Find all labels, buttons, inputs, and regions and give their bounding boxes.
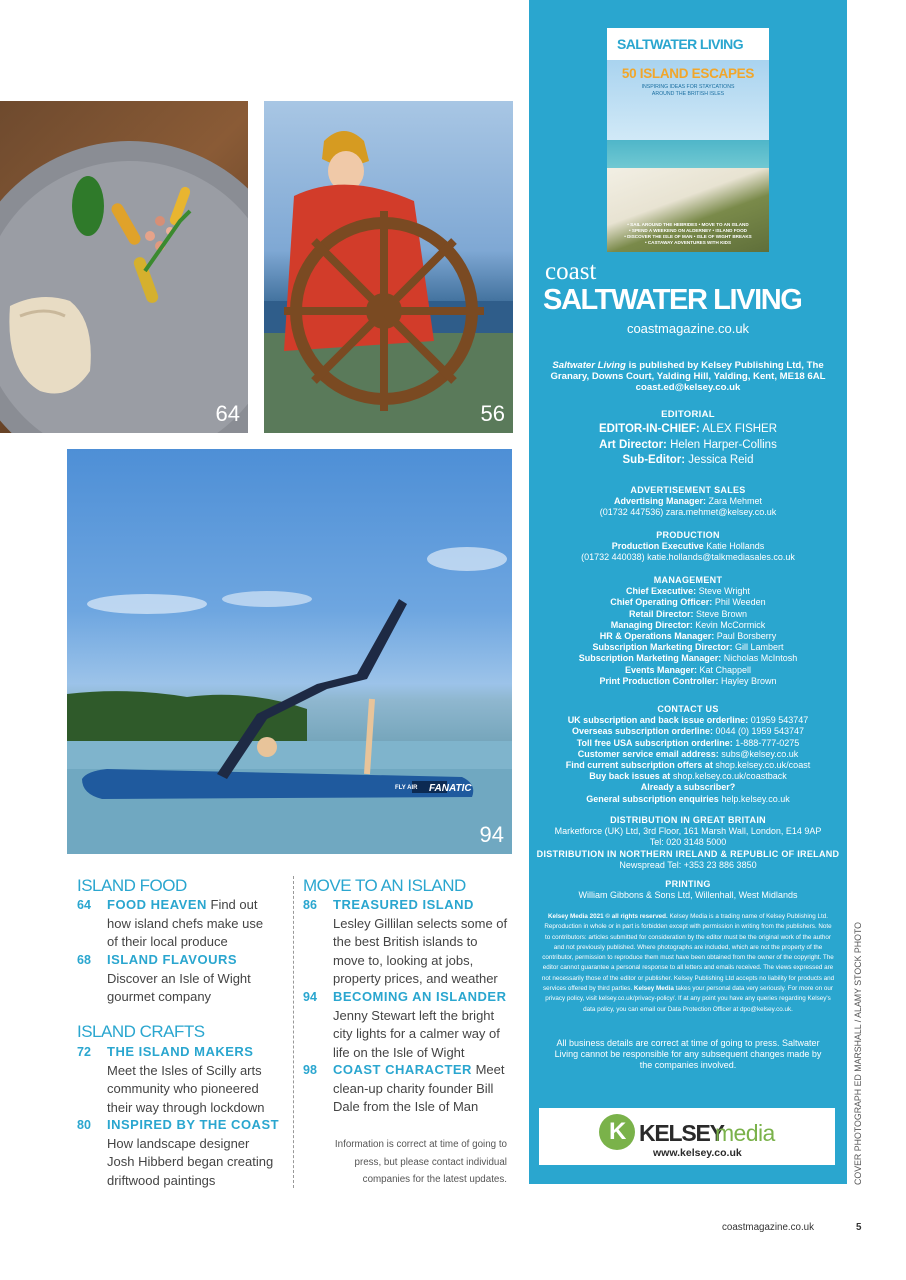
contents-note-line: companies for the latest updates. bbox=[362, 1174, 507, 1185]
contact-row bbox=[529, 782, 847, 793]
production-row bbox=[529, 541, 847, 552]
management-row bbox=[529, 586, 847, 597]
contact-label: Already a subscriber? bbox=[640, 782, 736, 793]
column-divider bbox=[293, 876, 294, 1188]
management-person: Hayley Brown bbox=[718, 675, 777, 686]
publisher-line-2: Granary, Downs Court, Yalding Hill, Yalding, Kent, ME18 6AL bbox=[550, 371, 826, 383]
kelsey-logo-letter: K bbox=[609, 1118, 627, 1145]
entry-title: TREASURED ISLAND bbox=[333, 897, 474, 912]
page-number-label: 94 bbox=[479, 822, 504, 847]
entry-desc: Find out bbox=[206, 897, 258, 912]
contact-value[interactable]: shop.kelsey.co.uk/coast bbox=[712, 760, 811, 771]
management-section bbox=[529, 575, 847, 687]
production-heading: PRODUCTION bbox=[656, 530, 720, 540]
entry-title: ISLAND FLAVOURS bbox=[107, 952, 238, 967]
ad-sales-contact: (01732 447536) zara.mehmet@kelsey.co.uk bbox=[599, 507, 777, 518]
contact-value[interactable]: subs@kelsey.co.uk bbox=[718, 748, 799, 759]
entry-desc-line: Meet the Isles of Scilly arts bbox=[107, 1062, 262, 1078]
page-number: 98 bbox=[303, 1063, 317, 1077]
printing-line: William Gibbons & Sons Ltd, Willenhall, West Midlands bbox=[578, 890, 798, 901]
editorial-role: Sub-Editor: bbox=[622, 454, 686, 466]
kelsey-logo-box[interactable] bbox=[539, 1108, 835, 1165]
page-number-label: 56 bbox=[480, 401, 505, 426]
entry-desc: Meet bbox=[471, 1062, 505, 1077]
entry-desc-line: the best British islands to bbox=[333, 934, 478, 949]
legal-notice bbox=[529, 912, 847, 1015]
management-row bbox=[529, 631, 847, 642]
management-role: Managing Director: bbox=[610, 619, 693, 630]
footer-site[interactable]: coastmagazine.co.uk bbox=[722, 1222, 815, 1233]
editorial-person: ALEX FISHER bbox=[699, 423, 778, 435]
contents-note-line: press, but please contact individual bbox=[354, 1156, 507, 1168]
entry-title: BECOMING AN ISLANDER bbox=[333, 989, 507, 1004]
distribution-ireland-phone: Newspread Tel: +353 23 886 3850 bbox=[619, 859, 757, 870]
cover-bullet: • CASTAWAY ADVENTURES WITH KIDS bbox=[644, 240, 732, 245]
photo-credit: COVER PHOTOGRAPH ED MARSHALL / ALAMY STOCK PHOTO bbox=[853, 922, 863, 1185]
contents-entry[interactable] bbox=[333, 1061, 518, 1117]
contents-entry[interactable] bbox=[107, 1043, 287, 1117]
management-person: Paul Borsberry bbox=[714, 631, 777, 642]
entry-title: THE ISLAND MAKERS bbox=[107, 1044, 254, 1059]
cover-headline: 50 ISLAND ESCAPES bbox=[621, 66, 755, 81]
printing-heading: PRINTING bbox=[665, 879, 711, 889]
entry-desc-line: Lesley Gillilan selects some of bbox=[333, 915, 508, 931]
page-number-label: 64 bbox=[215, 401, 240, 426]
production-role: Production Executive bbox=[611, 541, 704, 552]
ad-sales-row bbox=[529, 496, 847, 507]
printing-section bbox=[529, 879, 847, 901]
contact-row bbox=[529, 738, 847, 749]
management-person: Steve Brown bbox=[693, 608, 748, 619]
contact-row bbox=[529, 726, 847, 737]
section-heading-move-to-an-island: MOVE TO AN ISLAND bbox=[303, 876, 466, 895]
distribution-section bbox=[529, 815, 847, 871]
entry-desc-line: life on the Isle of Wight bbox=[333, 1044, 465, 1060]
entry-desc-line: how island chefs make use bbox=[107, 915, 264, 931]
legal-lead: Kelsey Media 2021 © all rights reserved. bbox=[547, 913, 668, 920]
brand-title: SALTWATER LIVING bbox=[543, 284, 802, 316]
page-number: 86 bbox=[303, 898, 317, 912]
management-row bbox=[529, 653, 847, 664]
kelsey-logo-word: KELSEY bbox=[639, 1120, 724, 1146]
contact-value[interactable]: 1-888-777-0275 bbox=[732, 737, 800, 748]
sailor-illustration bbox=[264, 101, 513, 433]
editorial-role: Art Director: bbox=[599, 438, 667, 451]
management-role: Subscription Marketing Director: bbox=[592, 642, 733, 653]
cover-bullets bbox=[610, 222, 766, 246]
entry-title: COAST CHARACTER bbox=[333, 1062, 472, 1077]
management-person: Kevin McCormick bbox=[692, 619, 766, 630]
page-number: 80 bbox=[77, 1118, 91, 1132]
disclaimer: All business details are correct at time of going to press. Saltwater Living cannot be responsible for any subsequent changes made by the companies involved. bbox=[554, 1038, 822, 1070]
editorial-role: EDITOR-IN-CHIEF: bbox=[598, 423, 700, 435]
contact-label: Buy back issues at bbox=[589, 771, 671, 782]
contents-entry[interactable] bbox=[333, 896, 518, 989]
contact-label: UK subscription and back issue orderline: bbox=[567, 715, 749, 726]
food-photo bbox=[0, 101, 248, 433]
section-heading-island-food: ISLAND FOOD bbox=[77, 876, 187, 895]
contact-heading: CONTACT US bbox=[657, 704, 719, 714]
distribution-heading: DISTRIBUTION IN GREAT BRITAIN bbox=[610, 815, 766, 825]
legal-body: Kelsey Media is a trading name of Kelsey Publishing Ltd. Reproduction in whole or in part is forbidden except with permission in writing from the publishers. Note to contributors: articles submitted for consideration by the editor must be the original work of the author and not previously published. Where photographs are included, which are not the property of the contributor, permission to reproduce them must have been obtained from the owner of the copyright. The editor cannot guarantee a personal response to all letters and emails received. The views expressed are not necessarily those of the editor or publisher. Kelsey Publishing Ltd accepts no liability for products and services offered by third parties. bbox=[541, 913, 835, 993]
management-role: Subscription Marketing Manager: bbox=[578, 653, 722, 664]
management-role: HR & Operations Manager: bbox=[599, 631, 715, 642]
brand-small: coast bbox=[545, 258, 597, 285]
cover-subhead-2: AROUND THE BRITISH ISLES bbox=[651, 91, 725, 97]
contact-label: Overseas subscription orderline: bbox=[571, 726, 713, 737]
management-person: Steve Wright bbox=[696, 586, 750, 597]
entry-desc-line: property prices, and weather bbox=[333, 971, 498, 986]
entry-desc-line: clean-up charity founder Bill bbox=[333, 1080, 494, 1096]
kelsey-url[interactable]: www.kelsey.co.uk bbox=[653, 1147, 742, 1159]
entry-desc-line: Discover an Isle of Wight bbox=[107, 970, 251, 986]
production-person: Katie Hollands bbox=[703, 541, 765, 552]
contents-note bbox=[300, 1136, 507, 1189]
management-row bbox=[529, 609, 847, 620]
cover-subhead-1: INSPIRING IDEAS FOR STAYCATIONS bbox=[641, 84, 735, 90]
editorial-row bbox=[529, 438, 847, 454]
editorial-heading: EDITORIAL bbox=[661, 409, 715, 420]
contents-entry[interactable] bbox=[107, 951, 287, 1007]
entry-desc-line: their way through lockdown bbox=[107, 1099, 265, 1115]
management-role: Events Manager: bbox=[624, 664, 697, 675]
legal-body-2: takes your personal data very seriously. For more on our privacy policy, visit kelsey.co.uk/privacy-policy/. If at any point you have any queries regarding Kelsey's data policy, you can email our Data Protection Officer at dpo@kelsey.co.uk. bbox=[545, 985, 833, 1013]
editorial-person: Jessica Reid bbox=[685, 454, 754, 466]
contact-value[interactable]: 01959 543747 bbox=[748, 715, 809, 726]
page-number: 68 bbox=[77, 953, 91, 967]
distribution-address: Marketforce (UK) Ltd, 3rd Floor, 161 Marsh Wall, London, E14 9AP bbox=[554, 826, 822, 837]
management-person: Phil Weeden bbox=[712, 597, 766, 608]
production-contact: (01732 440038) katie.hollands@talkmediasales.co.uk bbox=[581, 552, 795, 563]
page-number: 64 bbox=[77, 898, 91, 912]
distribution-heading-ireland: DISTRIBUTION IN NORTHERN IRELAND & REPUBLIC OF IRELAND bbox=[536, 848, 840, 859]
management-role: Chief Executive: bbox=[626, 586, 697, 597]
contact-label: Find current subscription offers at bbox=[565, 760, 713, 771]
publisher-em: Saltwater Living bbox=[552, 360, 626, 371]
publisher-info bbox=[529, 360, 847, 394]
management-row bbox=[529, 676, 847, 687]
management-person: Kat Chappell bbox=[696, 664, 752, 675]
contact-row bbox=[529, 771, 847, 782]
entry-desc-line: Dale from the Isle of Man bbox=[333, 1099, 479, 1114]
food-illustration bbox=[0, 101, 248, 433]
editorial-person: Helen Harper-Collins bbox=[666, 438, 777, 451]
contact-section bbox=[529, 704, 847, 805]
board-model-label: FLY AIR bbox=[395, 785, 418, 791]
contents-note-line: Information is correct at time of going to bbox=[334, 1139, 507, 1150]
distribution-phone: Tel: 020 3148 5000 bbox=[649, 837, 727, 848]
contact-label: General subscription enquiries bbox=[586, 793, 719, 804]
ad-sales-person: Zara Mehmet bbox=[706, 496, 763, 507]
legal-bold: Kelsey Media bbox=[633, 985, 674, 993]
contact-row bbox=[529, 715, 847, 726]
editorial-row bbox=[529, 422, 847, 438]
footer-page-number: 5 bbox=[856, 1222, 862, 1233]
management-role: Retail Director: bbox=[628, 608, 694, 619]
entry-desc-line: community who pioneered bbox=[107, 1081, 259, 1096]
ad-sales-section bbox=[529, 485, 847, 519]
contact-row bbox=[529, 760, 847, 771]
contents-entry[interactable] bbox=[333, 988, 518, 1062]
yoga-photo bbox=[67, 449, 512, 854]
contact-row bbox=[529, 794, 847, 805]
cover-masthead: SALTWATER LIVING bbox=[617, 36, 743, 52]
management-row bbox=[529, 665, 847, 676]
ad-sales-heading: ADVERTISEMENT SALES bbox=[630, 485, 746, 495]
board-brand-label: FANATIC bbox=[429, 783, 472, 794]
management-row bbox=[529, 642, 847, 653]
contact-label: Customer service email address: bbox=[577, 748, 719, 759]
cover-bullet: • DISCOVER THE ISLE OF MAN • ISLE OF WIGHT BREAKS bbox=[624, 234, 752, 239]
entry-desc-line: gourmet company bbox=[107, 989, 212, 1004]
contents-entry[interactable] bbox=[107, 896, 287, 952]
management-role: Print Production Controller: bbox=[599, 675, 719, 686]
masthead-sidebar bbox=[529, 0, 847, 1184]
editorial-section bbox=[529, 409, 847, 469]
management-row bbox=[529, 597, 847, 608]
management-heading: MANAGEMENT bbox=[653, 575, 723, 585]
entry-desc-line: of their local produce bbox=[107, 934, 228, 949]
kelsey-logo-word-media: media bbox=[715, 1120, 775, 1146]
entry-desc-line: Josh Hibberd began creating bbox=[107, 1154, 274, 1169]
entry-desc-line: city lights for a calmer way of bbox=[333, 1026, 500, 1041]
page-number: 94 bbox=[303, 990, 317, 1004]
management-role: Chief Operating Officer: bbox=[610, 597, 713, 608]
entry-desc-line: driftwood paintings bbox=[107, 1172, 216, 1188]
cover-bullet: • SAIL AROUND THE HEBRIDES • MOVE TO AN ISLAND bbox=[627, 222, 749, 227]
entry-desc-line: How landscape designer bbox=[107, 1135, 250, 1151]
contact-row bbox=[529, 749, 847, 760]
ad-sales-role: Advertising Manager: bbox=[613, 496, 706, 507]
contact-value[interactable]: 0044 (0) 1959 543747 bbox=[712, 726, 805, 737]
editorial-row bbox=[529, 453, 847, 469]
publisher-email[interactable]: coast.ed@kelsey.co.uk bbox=[635, 382, 741, 394]
contact-value[interactable]: shop.kelsey.co.uk/coastback bbox=[670, 771, 787, 782]
section-heading-island-crafts: ISLAND CRAFTS bbox=[77, 1022, 205, 1041]
page-number: 72 bbox=[77, 1045, 91, 1059]
entry-desc-line: Jenny Stewart left the bright bbox=[333, 1007, 495, 1023]
management-person: Nicholas McIntosh bbox=[721, 653, 798, 664]
production-section bbox=[529, 530, 847, 564]
website-link[interactable]: coastmagazine.co.uk bbox=[626, 321, 750, 336]
sailor-photo bbox=[264, 101, 513, 433]
cover-bullet: • SPEND A WEEKEND ON ALDERNEY • ISLAND FOOD bbox=[629, 228, 747, 233]
management-person: Gill Lambert bbox=[732, 642, 784, 653]
publisher-line-1: is published by Kelsey Publishing Ltd, The bbox=[625, 360, 824, 371]
entry-title: FOOD HEAVEN bbox=[107, 897, 207, 912]
management-row bbox=[529, 620, 847, 631]
contact-value[interactable]: help.kelsey.co.uk bbox=[718, 793, 790, 804]
entry-title: INSPIRED BY THE COAST bbox=[107, 1117, 280, 1132]
contents-entry[interactable] bbox=[107, 1116, 287, 1190]
cover-masthead-bar bbox=[607, 28, 769, 60]
entry-desc-line: move to, looking at jobs, bbox=[333, 952, 474, 968]
contact-label: Toll free USA subscription orderline: bbox=[576, 737, 733, 748]
cover-thumbnail[interactable] bbox=[607, 28, 769, 252]
